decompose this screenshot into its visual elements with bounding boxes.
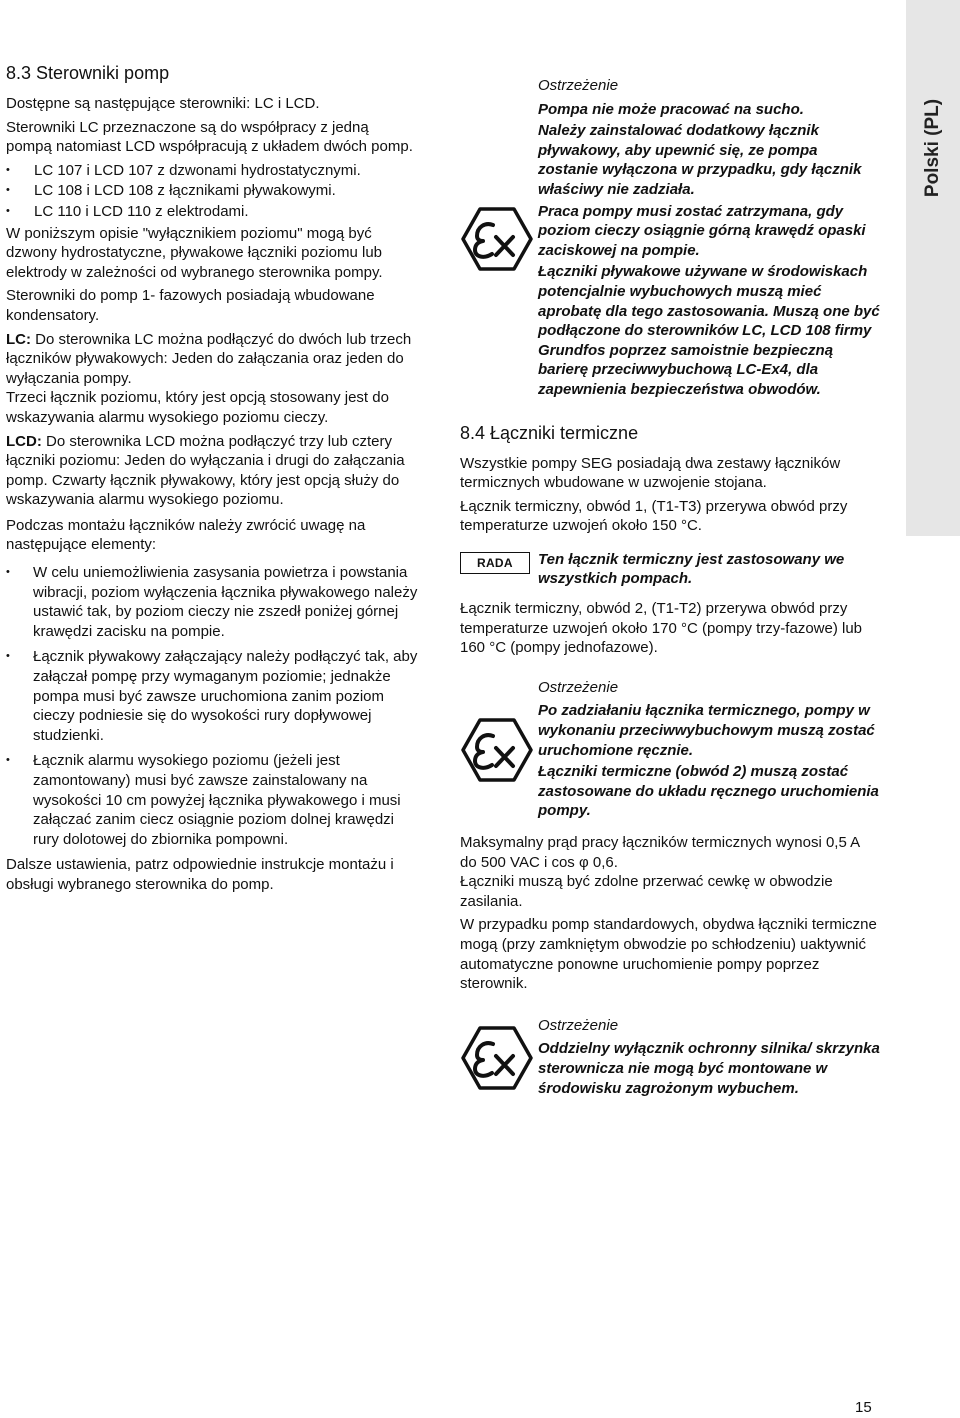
rada-text-container (538, 550, 880, 591)
lcd-paragraph (6, 432, 418, 510)
further-settings-paragraph: Dalsze ustawienia, patrz odpowiednie instrukcje montażu i obsługi wybranego sterownika do pomp. (6, 856, 394, 893)
language-tab-label: Polski (PL) (922, 98, 944, 198)
list-item: • Łącznik pływakowy załączający należy podłączyć tak, aby załączał pompę przy wymaganym poziomie; jednakże pompa musi być zawsze uruchomiona zanim poziom cieczy podniesie się do wysokości rury dopływowej studzienki. (6, 647, 418, 745)
list-item: • LC 108 i LCD 108 z łącznikami pływakowymi. (6, 181, 418, 201)
warning-line: Łączniki pływakowe używane w środowiskach potencjalnie wybuchowych muszą mieć aprobatę dla tego zastosowania. Muszą one być podłączone do sterowników LC, LCD 108 firmy Grundfos poprzez samoistnie bezpieczną barierę przeciwwybuchową LC-Ex4, dla zapewnienia bezpieczeństwa obwodów. (538, 263, 880, 398)
lcd-text: Do sterownika LCD można podłączyć trzy lub cztery łączniki poziomu: Jeden do wyłączania i drugi do załączania pomp. Czwarty łącznik pływakowy, który jest opcją służy do wskazywania alarmu wysokiego poziomu. (6, 432, 405, 509)
ex-symbol-container (460, 76, 538, 402)
list-item: • W celu uniemożliwienia zasysania powietrza i powstania wibracji, poziom wyłączenia łącznika pływakowego należy ustawić tak, by poziom cieczy nie zszedł poniżej górnej krawędzi zacisku na pompie. (6, 563, 418, 641)
level-switch-description: W poniższym opisie "wyłącznikiem poziomu" mogą być dzwony hydrostatyczne, pływakowe łączniki poziomu lub elektrody w zależności od wybranego sterownika pompy. (6, 224, 383, 281)
rada-label-container (460, 550, 538, 591)
section-heading-8-3: 8.3 Sterowniki pomp (6, 63, 170, 83)
right-column (460, 76, 880, 1100)
warning-text (538, 678, 880, 823)
lc-text: Do sterownika LC można podłączyć do dwóch lub trzech łączników pływakowych: Jeden do załączania oraz jeden do wyłączania pompy. (6, 330, 412, 387)
list-item: • LC 107 i LCD 107 z dzwonami hydrostatycznymi. (6, 161, 418, 181)
controller-models-list (6, 161, 418, 222)
single-phase-note: Sterowniki do pomp 1- fazowych posiadają wbudowane kondensatory. (6, 287, 375, 324)
warning-line: Pompa nie może pracować na sucho. (538, 100, 804, 118)
list-item: • LC 110 i LCD 110 z elektrodami. (6, 202, 418, 222)
install-note: Podczas montażu łączników należy zwrócić uwagę na następujące elementy: (6, 516, 366, 554)
warning-line: Praca pompy musi zostać zatrzymana, gdy poziom cieczy osiągnie górną krawędź opaski zaciskowej na pompie. (538, 202, 866, 259)
ex-explosion-proof-icon (460, 1025, 534, 1091)
intro-paragraph: Dostępne są następujące sterowniki: LC i LCD. (6, 95, 320, 112)
warning-line: Oddzielny wyłącznik ochronny silnika/ skrzynka sterownicza nie mogą być montowane w środowisku zagrożonym wybuchem. (538, 1040, 880, 1097)
third-switch-paragraph: Trzeci łącznik poziomu, który jest opcją stosowany jest do wskazywania alarmu wysokiego poziomu cieczy. (6, 389, 389, 426)
warning-text (538, 1016, 880, 1100)
rada-note-text: Ten łącznik termiczny jest zastosowany we wszystkich pompach. (538, 550, 845, 588)
section-heading-8-4: 8.4 Łączniki termiczne (460, 422, 639, 443)
warning-title: Ostrzeżenie (538, 678, 619, 696)
language-tab (906, 0, 960, 536)
circuit-2-paragraph: Łącznik termiczny, obwód 2, (T1-T2) przerywa obwód przy temperaturze uzwojeń około 170 °C (pompy trzy-fazowe) lub 160 °C (pompy jednofazowe). (460, 600, 863, 657)
ex-symbol-container (460, 1016, 538, 1100)
lcd-label: LCD: (6, 432, 42, 450)
left-column (6, 62, 418, 899)
warning-title: Ostrzeżenie (538, 77, 619, 94)
warning-block-3 (460, 1016, 880, 1100)
warning-text (538, 76, 880, 402)
warning-line: Łączniki termiczne (obwód 2) muszą zostać zastosowane do układu ręcznego uruchomienia pompy. (538, 763, 879, 820)
rada-note-block (460, 550, 880, 591)
ex-symbol-container (460, 678, 538, 823)
warning-line: Należy zainstalować dodatkowy łącznik pływakowy, aby upewnić się, ze pompa zostanie wyłączona w przypadku, gdy łącznik właściwy nie zadziała. (538, 122, 862, 198)
install-items-list (6, 563, 418, 849)
lc-description: Sterowniki LC przeznaczone są do współpracy z jedną pompą natomiast LCD współpracują z układem dwóch pomp. (6, 118, 413, 156)
warning-title: Ostrzeżenie (538, 1016, 619, 1034)
max-current-paragraph: Maksymalny prąd pracy łączników termicznych wynosi 0,5 A do 500 VAC i cos φ 0,6. (460, 834, 860, 871)
page-number: 15 (855, 1399, 872, 1416)
ex-explosion-proof-icon (460, 206, 534, 272)
warning-line: Po zadziałaniu łącznika termicznego, pompy w wykonaniu przeciwwybuchowym muszą zostać uruchomione ręcznie. (538, 702, 875, 759)
rada-badge: RADA (460, 552, 530, 574)
list-item: • Łącznik alarmu wysokiego poziomu (jeżeli jest zamontowany) musi być zawsze zainstalowany na wysokości 10 cm powyżej łącznika pływakowego i musi załączać zanim ciecz osiągnie poziom dolnej krawędzi rury dolotowej do zbiornika pompowni. (6, 751, 418, 849)
circuit-1-paragraph: Łącznik termiczny, obwód 1, (T1-T3) przerywa obwód przy temperaturze uzwojeń około 150 °C. (460, 497, 848, 535)
warning-block-2 (460, 678, 880, 823)
lc-label: LC: (6, 330, 31, 348)
thermal-intro-paragraph: Wszystkie pompy SEG posiadają dwa zestawy łączników termicznych wbudowane w uzwojenie stojana. (460, 454, 841, 492)
ex-explosion-proof-icon (460, 717, 534, 783)
standard-pumps-paragraph: W przypadku pomp standardowych, obydwa łączniki termiczne mogą (przy zamkniętym obwodzie po schłodzeniu) uaktywnić automatyczne ponowne uruchomienie pompy poprzez sterownik. (460, 916, 877, 993)
lc-paragraph (6, 330, 418, 389)
warning-block-1 (460, 76, 880, 402)
coil-paragraph: Łączniki muszą być zdolne przerwać cewkę w obwodzie zasilania. (460, 873, 833, 910)
